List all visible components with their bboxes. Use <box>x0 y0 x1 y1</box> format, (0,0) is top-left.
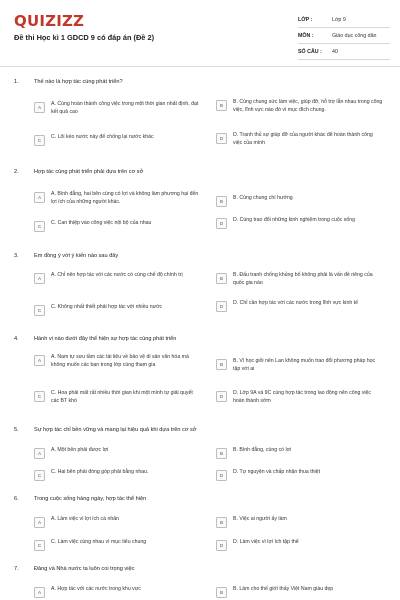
option-badge: C <box>34 305 45 316</box>
question-number: 1. <box>14 79 19 85</box>
meta-label: SỐ CÂU : <box>298 48 322 55</box>
option-text: D. Tự nguyện và chấp nhận thua thiệt <box>233 469 321 475</box>
option-badge: B <box>216 517 227 528</box>
answer-option-d[interactable] <box>216 390 398 405</box>
option-badge: C <box>34 540 45 551</box>
answer-option-c[interactable] <box>34 390 216 405</box>
answer-option-b[interactable] <box>216 358 398 373</box>
option-text: A. Một bên phải được lợi <box>51 447 109 453</box>
worksheet-meta <box>298 12 390 60</box>
option-badge: B <box>216 100 227 111</box>
question-text: Em đồng ý với ý kiến nào sau đây <box>34 253 119 259</box>
option-badge: A <box>34 273 45 284</box>
option-badge: D <box>216 301 227 312</box>
question-text: Đảng và Nhà nước ta luôn coi trọng việc <box>34 566 135 572</box>
option-badge: B <box>216 359 227 370</box>
meta-row-class <box>298 12 390 28</box>
meta-value: 40 <box>332 48 338 55</box>
answer-option-a[interactable] <box>34 354 216 369</box>
answer-option-d[interactable] <box>216 469 398 481</box>
option-text: C. Làm việc cùng nhau vì mục tiêu chung <box>51 539 147 545</box>
meta-label: MÔN : <box>298 32 314 39</box>
option-badge: A <box>34 448 45 459</box>
option-text: A. Bình đẳng, hai bên cùng có lợi và không làm phương hại đến lợi ích của những người khác. <box>51 191 199 205</box>
option-badge: A <box>34 355 45 366</box>
question-number: 5. <box>14 427 19 433</box>
answer-option-a[interactable] <box>34 191 216 206</box>
option-badge: C <box>34 221 45 232</box>
option-badge: C <box>34 135 45 146</box>
answer-option-d[interactable] <box>216 132 398 147</box>
option-text: A. Hợp tác với các nước trong khu vực <box>51 586 141 592</box>
answer-option-b[interactable] <box>216 516 398 528</box>
answer-option-d[interactable] <box>216 300 398 312</box>
meta-value: Lớp 9 <box>332 16 346 23</box>
quizizz-logo: QUIZIZZ <box>14 12 85 30</box>
option-text: C. Hoa phải mất rất nhiều thời gian khi một mình tự giải quyết các BT khó <box>51 390 193 404</box>
meta-value: Giáo dục công dân <box>332 32 377 39</box>
question-text: Sự hợp tác chỉ bền vững và mang lại hiệu quả khi dựa trên cơ sở <box>34 427 197 433</box>
meta-row-subject <box>298 28 390 44</box>
option-text: B. Cùng chung chí hướng <box>233 195 293 201</box>
answer-option-d[interactable] <box>216 217 398 229</box>
option-badge: D <box>216 470 227 481</box>
answer-option-c[interactable] <box>34 304 216 316</box>
answer-option-a[interactable] <box>34 447 216 459</box>
answer-option-b[interactable] <box>216 272 398 287</box>
option-badge: B <box>216 196 227 207</box>
answer-option-b[interactable] <box>216 447 398 459</box>
question-number: 6. <box>14 496 19 502</box>
question-text: Thế nào là hợp tác cùng phát triển? <box>34 79 123 85</box>
meta-label: LỚP : <box>298 16 313 23</box>
option-badge: D <box>216 540 227 551</box>
option-text: D. Chỉ cần hợp tác với các nước trong lĩnh vực kinh tế <box>233 300 358 306</box>
option-text: D. Tranh thủ sự giúp đỡ của người khác để hoàn thành công việc của mình <box>233 132 373 146</box>
question-number: 7. <box>14 566 19 572</box>
option-text: A. Làm việc vì lợi ích cá nhân <box>51 516 119 522</box>
option-badge: B <box>216 448 227 459</box>
option-badge: D <box>216 391 227 402</box>
option-text: B. Cùng chung sức làm việc, giúp đỡ, hỗ trợ lẫn nhau trong công việc, lĩnh vực nào đó vì mục đích chung. <box>233 99 383 113</box>
header-divider <box>0 66 400 67</box>
question-text: Trong cuộc sống hàng ngày, hợp tác thể hiện <box>34 496 147 502</box>
option-text: C. Hai bên phải đóng góp phải bằng nhau. <box>51 469 149 475</box>
option-text: B. Làm cho thế giới thấy Việt Nam giàu đẹp <box>233 586 334 592</box>
answer-option-a[interactable] <box>34 272 216 284</box>
worksheet-title: Đề thi Học kì 1 GDCD 9 có đáp án (Đề 2) <box>14 33 155 42</box>
answer-option-b[interactable] <box>216 586 398 598</box>
meta-row-count <box>298 44 390 60</box>
option-text: B. Việc ai người ấy làm <box>233 516 287 522</box>
question-number: 4. <box>14 336 19 342</box>
option-text: A. Chỉ nên hợp tác với các nước có cùng chế độ chính trị <box>51 272 183 278</box>
question-number: 3. <box>14 253 19 259</box>
option-text: C. Lôi kéo nước này để chống lại nước khác <box>51 134 154 140</box>
option-text: B. Vì học giỏi nên Lan không muốn trao đổi phương pháp học tập với ai <box>233 358 376 372</box>
option-text: A. Nam tự sưu tầm các tài liệu về bảo vệ di sản văn hóa mà không muốn các bạn trong lớp cùng tham gia <box>51 354 189 368</box>
option-badge: A <box>34 587 45 598</box>
option-text: A. Cùng hoàn thành công việc trong một thời gian nhất định, đạt kết quả cao <box>51 101 199 115</box>
answer-option-c[interactable] <box>34 134 216 146</box>
option-text: D. Làm việc vì lợi ích tập thể <box>233 539 299 545</box>
question-text: Hợp tác cùng phát triển phải dựa trên cơ sở <box>34 169 144 175</box>
option-text: D. Cùng trao đổi những kinh nghiệm trong cuộc sống <box>233 217 355 223</box>
option-badge: C <box>34 391 45 402</box>
option-text: B. Bình đẳng, cùng có lợi <box>233 447 292 453</box>
option-badge: D <box>216 133 227 144</box>
option-text: B. Đấu tranh chống khủng bố không phải là vấn đề riêng của quốc gia nào <box>233 272 373 286</box>
option-badge: A <box>34 192 45 203</box>
option-badge: B <box>216 587 227 598</box>
answer-option-b[interactable] <box>216 99 398 114</box>
option-badge: C <box>34 470 45 481</box>
option-text: C. Không nhất thiết phải hợp tác với nhiều nước <box>51 304 163 310</box>
answer-option-b[interactable] <box>216 195 398 207</box>
answer-option-c[interactable] <box>34 539 216 551</box>
question-text: Hành vi nào dưới đây thể hiện sự hợp tác cùng phát triển <box>34 336 177 342</box>
option-text: C. Can thiệp vào công việc nội bộ của nhau <box>51 220 152 226</box>
option-text: D. Lớp 9A và 9C cùng hợp tác trong lao động nên công việc hoàn thành sớm <box>233 390 372 404</box>
question-number: 2. <box>14 169 19 175</box>
answer-option-d[interactable] <box>216 539 398 551</box>
answer-option-a[interactable] <box>34 586 216 598</box>
answer-option-a[interactable] <box>34 101 216 116</box>
option-badge: D <box>216 218 227 229</box>
answer-option-c[interactable] <box>34 220 216 232</box>
option-badge: A <box>34 517 45 528</box>
worksheet-header <box>0 0 400 66</box>
option-badge: B <box>216 273 227 284</box>
answer-option-c[interactable] <box>34 469 216 481</box>
answer-option-a[interactable] <box>34 516 216 528</box>
option-badge: A <box>34 102 45 113</box>
